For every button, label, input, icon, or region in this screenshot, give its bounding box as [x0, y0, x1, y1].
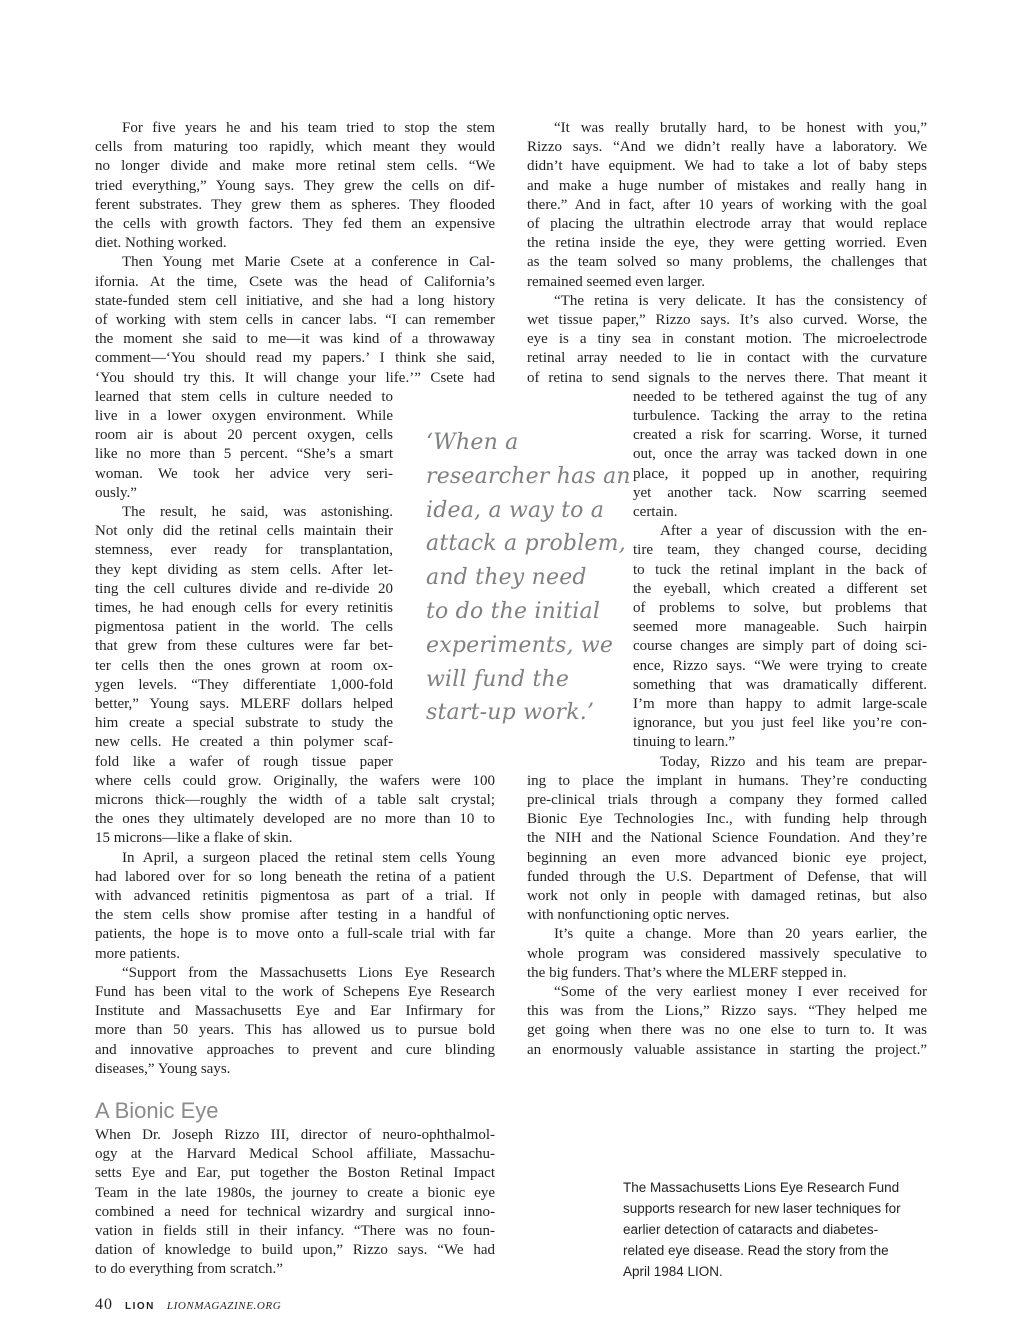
body-text-line: ting the cell cultures divide and re-divide 20: [95, 580, 393, 597]
body-text-line: better,” Young says. MLERF dollars helped: [95, 696, 393, 712]
pull-quote-line: attack a problem,: [426, 531, 626, 557]
body-text-line: place, it popped up in another, requiring: [633, 465, 927, 482]
body-text-line: get going when there was no one else to turn to. It was: [527, 1022, 927, 1039]
body-text-line: state-funded stem cell initiative, and she had a long history: [95, 292, 495, 309]
body-text-line: had labored over for so long beneath the retina of a patient: [95, 868, 495, 885]
body-text-line: When Dr. Joseph Rizzo III, director of neuro-ophthalmol-: [95, 1127, 495, 1143]
body-text-line: “Some of the very earliest money I ever received for: [554, 984, 927, 1000]
body-text-line: Not only did the retinal cells maintain their: [95, 523, 393, 540]
body-text-line: times, he had enough cells for every retinitis: [95, 600, 393, 616]
body-text-line: certain.: [633, 504, 678, 520]
caption-line: The Massachusetts Lions Eye Research Fund: [623, 1180, 900, 1195]
pull-quote-line: to do the initial: [426, 599, 601, 624]
body-text-line: learned that stem cells in culture needed to: [95, 388, 393, 405]
pull-quote-line: experiments, we: [426, 632, 614, 658]
body-text-line: “It was really brutally hard, to be honest with you,”: [554, 120, 927, 136]
body-text-line: the stem cells show promise after testing in a handful of: [95, 907, 495, 924]
body-text-line: eye is a tiny sea in constant motion. The microelectrode: [527, 331, 927, 348]
body-text-line: created a risk for scarring. Worse, it turned: [633, 427, 927, 444]
body-text-line: remained seemed even larger.: [527, 273, 705, 290]
magazine-website: LIONMAGAZINE.ORG: [166, 1300, 282, 1312]
body-text-line: Rizzo says. “And we didn’t really have a laboratory. We: [527, 139, 927, 156]
body-text-line: ferent substrates. They grew them as spheres. They flooded: [95, 196, 495, 213]
body-text-line: of problems to solve, but problems that: [633, 600, 927, 616]
body-text-line: him create a special substrate to study the: [95, 715, 393, 732]
magazine-name: LION: [125, 1301, 155, 1312]
body-text-line: the ones they ultimately developed are no more than 10 to: [95, 811, 495, 828]
caption-line: supports research for new laser techniques for: [623, 1201, 901, 1217]
body-text-line: more than 50 years. This has allowed us to pursue bold: [95, 1022, 495, 1039]
body-text-line: as the team solved so many problems, the challenges that: [527, 254, 927, 271]
body-text-line: didn’t have equipment. We had to take a lot of baby steps: [527, 158, 927, 175]
body-text-line: whole program was considered massively speculative to: [527, 945, 927, 962]
section-heading: A Bionic Eye: [95, 1098, 219, 1123]
body-text-line: turbulence. Tacking the array to the retina: [633, 408, 927, 424]
body-text-line: ignorance, but you just feel like you’re con-: [633, 715, 927, 732]
body-text-line: I’m more than happy to admit large-scale: [633, 696, 927, 712]
body-text-line: In April, a surgeon placed the retinal stem cells Young: [122, 849, 495, 866]
body-text-line: tried everything,” Young says. They grew the cells on dif-: [95, 177, 495, 194]
body-text-line: seemed more manageable. Such hairpin: [633, 619, 927, 636]
body-text-line: dation of knowledge to build upon,” Rizzo says. “We had: [95, 1242, 495, 1259]
body-text-line: and make a huge number of mistakes and really hang in: [527, 177, 927, 194]
body-text-line: ence, Rizzo says. “We were trying to create: [633, 657, 927, 674]
body-text-line: the big funders. That’s where the MLERF stepped in.: [527, 964, 847, 981]
caption-line: related eye disease. Read the story from the: [623, 1243, 889, 1259]
body-text-line: ogy at the Harvard Medical School affiliate, Massachu-: [95, 1146, 495, 1163]
pull-quote-line: ‘When a: [426, 430, 519, 455]
body-text-line: out, once the array was tacked down in one: [633, 446, 927, 463]
body-text-line: new cells. He created a thin polymer scaf-: [95, 734, 393, 751]
body-text-line: Today, Rizzo and his team are prepar-: [660, 753, 927, 770]
body-text-line: work not only in people with damaged retinas, but also: [527, 888, 927, 904]
caption-line: April 1984 LION.: [623, 1264, 723, 1280]
body-text-line: For five years he and his team tried to stop the stem: [122, 120, 495, 136]
body-text-line: of placing the ultrathin electrode array that would replace: [527, 216, 927, 232]
body-text-line: needed to be tethered against the tug of any: [633, 388, 927, 405]
body-text-line: ygen levels. “They differentiate 1,000-fold: [95, 676, 393, 693]
body-text-line: to tuck the retinal implant in the back of: [633, 561, 927, 578]
body-text-line: like no more than 5 percent. “She’s a smart: [95, 446, 393, 463]
body-text-line: course changes are simply part of doing sci-: [633, 638, 927, 655]
body-text-line: where cells could grow. Originally, the wafers were 100: [95, 772, 495, 789]
body-text-line: Fund has been vital to the work of Schepens Eye Research: [95, 984, 495, 1000]
body-text-line: with advanced retinitis pigmentosa as part of a trial. If: [95, 888, 495, 904]
caption-line: earlier detection of cataracts and diabetes-: [623, 1222, 879, 1238]
body-text-line: diseases,” Young says.: [95, 1060, 231, 1077]
body-text-line: of working with stem cells in cancer labs. “I can remember: [95, 312, 495, 328]
body-text-line: to do everything from scratch.”: [95, 1261, 283, 1278]
pull-quote-line: idea, a way to a: [426, 497, 605, 523]
body-text-line: comment—‘You should read my papers.’ I think she said,: [95, 350, 495, 367]
body-text-line: pre-clinical trials through a company they formed called: [527, 792, 927, 808]
body-text-line: setts Eye and Ear, put together the Boston Retinal Impact: [95, 1165, 495, 1182]
body-text-line: something that was dramatically different.: [633, 676, 927, 693]
page-number: 40: [95, 1296, 113, 1313]
body-text-line: Team in the late 1980s, the journey to create a bionic eye: [95, 1184, 495, 1201]
body-text-line: of retina to send signals to the nerves there. That meant it: [527, 369, 927, 386]
body-text-line: beginning an even more advanced bionic eye project,: [527, 849, 927, 866]
body-text-line: the eyeball, which created a different set: [633, 580, 927, 597]
body-text-line: yet another tack. Now scarring seemed: [633, 484, 927, 501]
body-text-line: cells from maturing too rapidly, which meant they would: [95, 139, 495, 156]
body-text-line: Bionic Eye Technologies Inc., with funding help through: [527, 811, 927, 828]
body-text-line: After a year of discussion with the en-: [660, 523, 927, 540]
body-text-line: room air is about 20 percent oxygen, cells: [95, 427, 393, 444]
body-text-line: diet. Nothing worked.: [95, 235, 227, 252]
body-text-line: vation in fields still in their infancy. “There was no foun-: [95, 1223, 495, 1239]
body-text-line: the NIH and the National Science Foundation. And they’re: [527, 830, 927, 847]
body-text-line: pigmentosa patient in the world. The cells: [95, 619, 393, 636]
body-text-line: tinuing to learn.”: [633, 734, 736, 751]
body-text-line: stemness, ever ready for transplantation,: [95, 542, 393, 559]
body-text-line: fold like a wafer of rough tissue paper: [95, 753, 393, 770]
body-text-line: they kept dividing as stem cells. After let-: [95, 561, 393, 578]
body-text-line: no longer divide and make more retinal stem cells. “We: [95, 158, 495, 175]
body-text-line: more patients.: [95, 945, 180, 962]
body-text-line: ter cells then the ones grown at room ox-: [95, 657, 393, 674]
body-text-line: wet tissue paper,” Rizzo says. It’s also curved. Worse, the: [527, 312, 927, 328]
body-text-line: combined a need for technical wizardry and surgical inno-: [95, 1203, 495, 1220]
body-text-line: ously.”: [95, 484, 137, 501]
body-text-line: an enormously valuable assistance in starting the project.”: [527, 1041, 927, 1058]
body-text-line: 15 microns—like a flake of skin.: [95, 830, 293, 847]
body-text-line: that grew from these cultures were far bet-: [95, 638, 393, 655]
body-text-line: live in a lower oxygen environment. While: [95, 408, 393, 424]
body-text-line: patients, the hope is to move onto a full-scale trial with far: [95, 926, 495, 943]
body-text-line: there.” And in fact, after 10 years of working with the goal: [527, 196, 927, 213]
body-text-line: “The retina is very delicate. It has the consistency of: [554, 292, 927, 309]
pull-quote-line: start-up work.’: [426, 700, 595, 726]
body-text-line: retinal array needed to lie in contact with the curvature: [527, 350, 927, 367]
body-text-line: Then Young met Marie Csete at a conference in Cal-: [122, 254, 495, 271]
body-text-line: woman. We took her advice very seri-: [95, 465, 393, 482]
page-footer: [95, 1296, 281, 1316]
body-text-line: and innovative approaches to prevent and cure blinding: [95, 1041, 495, 1058]
body-text-line: ‘You should try this. It will change your life.’” Csete had: [95, 369, 495, 386]
body-text-line: tire team, they changed course, deciding: [633, 542, 927, 559]
pull-quote-line: and they need: [426, 565, 587, 591]
body-text-line: “Support from the Massachusetts Lions Eye Research: [122, 964, 495, 981]
body-text-line: ing to place the implant in humans. They’re conducting: [527, 772, 927, 789]
body-text-line: Institute and Massachusetts Eye and Ear Infirmary for: [95, 1003, 495, 1020]
body-text-line: the retina inside the eye, they were getting worried. Even: [527, 235, 927, 252]
body-text-line: the cells with growth factors. They fed them an expensive: [95, 216, 495, 232]
body-text-line: It’s quite a change. More than 20 years earlier, the: [554, 926, 927, 943]
pull-quote-line: will fund the: [426, 666, 570, 692]
body-text-line: with nonfunctioning optic nerves.: [527, 907, 730, 924]
body-text-line: microns thick—roughly the width of a table salt crystal;: [95, 792, 495, 808]
pull-quote-line: researcher has an: [426, 463, 631, 489]
body-text-line: this was from the Lions,” Rizzo says. “They helped me: [527, 1003, 927, 1020]
body-text-line: ifornia. At the time, Csete was the head of California’s: [95, 273, 495, 290]
body-text-line: The result, he said, was astonishing.: [122, 504, 393, 520]
body-text-line: funded through the U.S. Department of Defense, that will: [527, 868, 927, 885]
body-text-line: the moment she said to me—it was kind of a throwaway: [95, 331, 495, 348]
